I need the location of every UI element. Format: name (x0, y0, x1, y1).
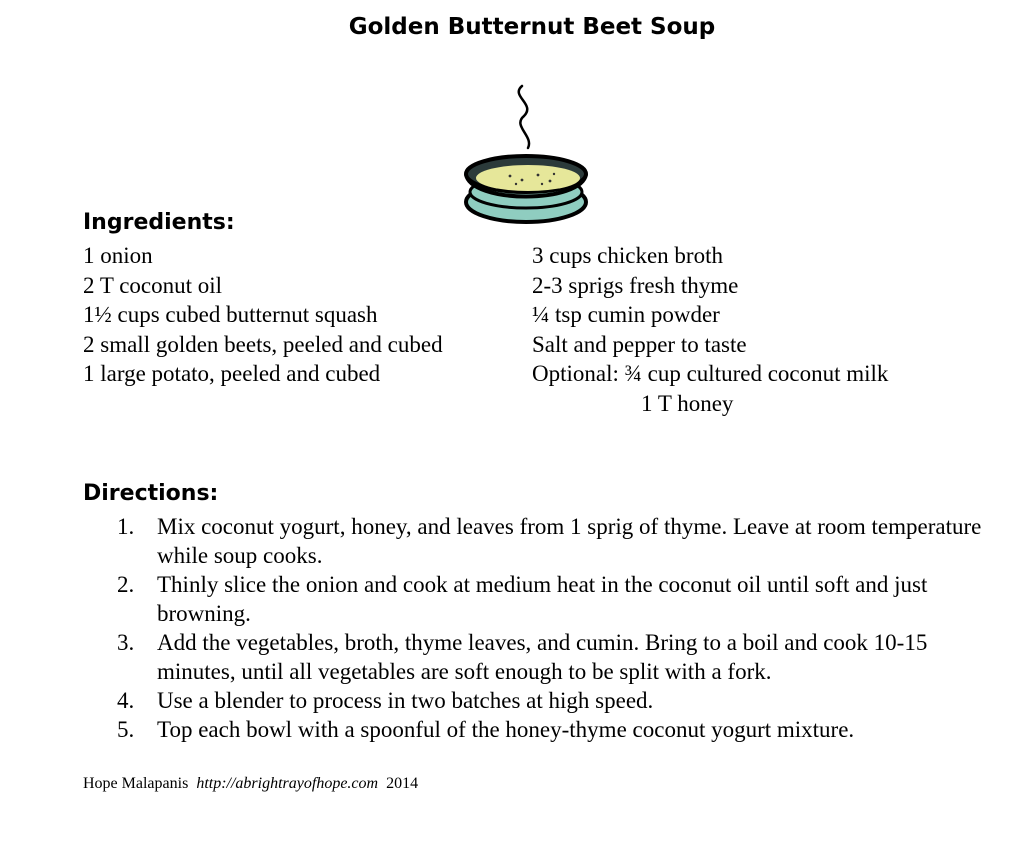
step-text: Use a blender to process in two batches at high speed. (157, 688, 654, 713)
soup-bowl-icon (454, 80, 594, 230)
ingredient-item: 2-3 sprigs fresh thyme (532, 272, 739, 298)
step-text: Add the vegetables, broth, thyme leaves, and cumin. Bring to a boil and cook 10-15 minutes, until all vegetables are soft enough to be split with a fork. (157, 630, 928, 684)
ingredients-left-column (83, 241, 443, 389)
step-number: 5. (117, 717, 135, 742)
ingredients-right-column (532, 241, 888, 418)
direction-step (117, 715, 987, 744)
step-text: Mix coconut yogurt, honey, and leaves from 1 sprig of thyme. Leave at room temperature while soup cooks. (157, 514, 982, 568)
recipe-title: Golden Butternut Beet Soup (348, 14, 716, 40)
footer-url[interactable]: http://abrightrayofhope.com (196, 775, 379, 792)
step-text: Thinly slice the onion and cook at medium heat in the coconut oil until soft and just browning. (157, 572, 928, 626)
ingredient-item: 2 T coconut oil (83, 272, 223, 298)
step-text: Top each bowl with a spoonful of the honey-thyme coconut yogurt mixture. (157, 717, 855, 742)
step-number: 2. (117, 572, 135, 597)
direction-step (117, 686, 987, 715)
direction-step (117, 512, 987, 570)
ingredient-item: 1 T honey (641, 390, 734, 416)
ingredient-item: ¼ tsp cumin powder (532, 302, 720, 327)
directions-heading: Directions: (83, 481, 219, 506)
ingredient-item: 1½ cups cubed butternut squash (83, 302, 378, 327)
direction-step (117, 628, 987, 686)
footer-year: 2014 (386, 775, 419, 792)
footer (83, 775, 418, 793)
ingredient-item: 1 onion (83, 243, 153, 268)
ingredient-item: Salt and pepper to taste (532, 331, 747, 357)
direction-step (117, 570, 987, 628)
ingredient-item: 1 large potato, peeled and cubed (83, 361, 381, 386)
footer-author: Hope Malapanis (83, 775, 189, 792)
step-number: 1. (117, 514, 135, 539)
ingredient-item: 2 small golden beets, peeled and cubed (83, 331, 443, 357)
step-number: 4. (117, 688, 135, 713)
ingredient-item: Optional: ¾ cup cultured coconut milk (532, 361, 889, 386)
ingredients-heading: Ingredients: (83, 210, 235, 235)
directions-list (117, 512, 987, 744)
step-number: 3. (117, 630, 135, 655)
ingredient-item: 3 cups chicken broth (532, 243, 723, 268)
